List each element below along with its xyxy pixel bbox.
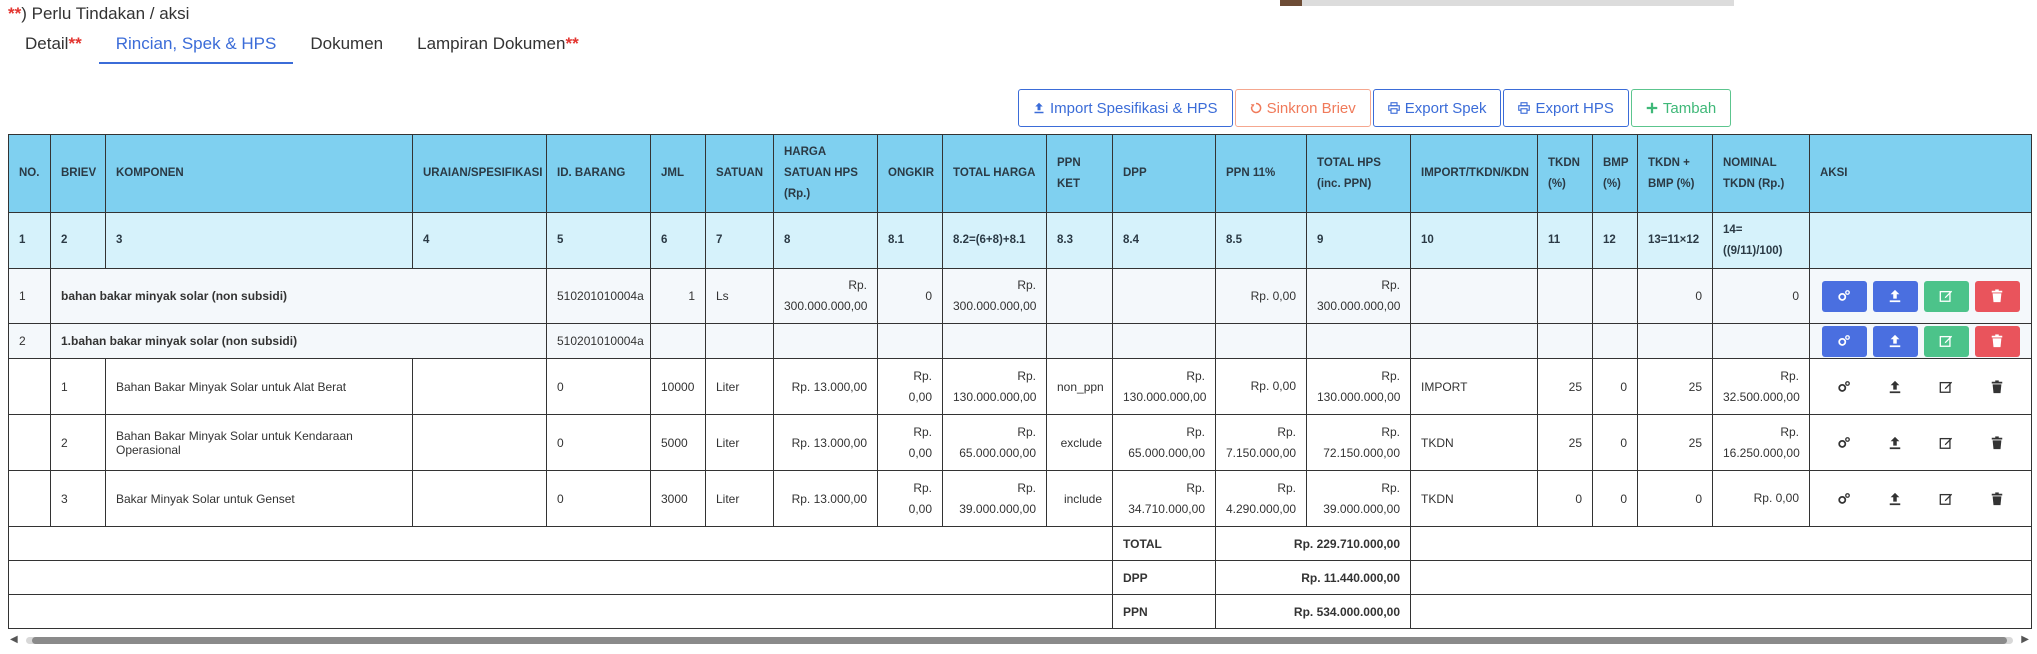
cell-harga: Rp. 13.000,00 xyxy=(774,471,878,527)
col-number xyxy=(1810,213,2032,269)
cell-briev: 2 xyxy=(51,415,106,471)
trash-icon xyxy=(1990,334,2004,348)
col-header[interactable]: TOTAL HPS (inc. PPN) xyxy=(1307,135,1411,213)
upload-icon xyxy=(1888,289,1902,303)
cell-bmp: 0 xyxy=(1593,471,1638,527)
col-number: 8.5 xyxy=(1216,213,1307,269)
import-spec-button[interactable] xyxy=(1018,89,1233,127)
toolbar-swatch xyxy=(1280,0,1302,6)
button-label: Sinkron Briev xyxy=(1266,99,1356,117)
table-row xyxy=(9,415,2032,471)
cogs-icon xyxy=(1837,436,1851,450)
cell-nominal: Rp. 0,00 xyxy=(1713,471,1810,527)
tab-dokumen[interactable] xyxy=(293,28,400,64)
upload-icon xyxy=(1888,492,1902,506)
tab-label: Rincian, Spek & HPS xyxy=(115,34,277,53)
delete-button[interactable] xyxy=(1975,427,2020,458)
add-button[interactable] xyxy=(1631,89,1731,127)
col-number: 6 xyxy=(651,213,706,269)
required-marker: ** xyxy=(8,4,22,23)
upload-button[interactable] xyxy=(1873,427,1918,458)
summary-row-ppn xyxy=(9,595,2032,629)
tab-detail[interactable] xyxy=(8,28,99,64)
cell-uraian xyxy=(413,471,547,527)
cell-nominal: 0 xyxy=(1713,269,1810,324)
cell-tkdn xyxy=(1538,269,1593,324)
cell-import: TKDN xyxy=(1411,471,1538,527)
cell-id-barang: 510201010004a xyxy=(547,269,651,324)
cell-ppn: Rp. 0,00 xyxy=(1216,359,1307,415)
summary-value: Rp. 534.000.000,00 xyxy=(1216,595,1411,629)
cell-total-hps: Rp. 72.150.000,00 xyxy=(1307,415,1411,471)
numbering-row xyxy=(9,213,2032,269)
cell-satuan: Liter xyxy=(706,471,774,527)
tab-rincian-spek-hps[interactable] xyxy=(99,28,294,64)
col-number: 10 xyxy=(1411,213,1538,269)
tab-label: Detail xyxy=(25,34,69,53)
header-row xyxy=(9,135,2032,213)
summary-label: PPN xyxy=(1113,595,1216,629)
print-icon xyxy=(1518,102,1530,114)
col-header[interactable]: IMPORT/TKDN/KDN xyxy=(1411,135,1538,213)
settings-button[interactable] xyxy=(1822,427,1867,458)
col-header[interactable]: KOMPONEN xyxy=(106,135,413,213)
cell-tkdn-bmp: 25 xyxy=(1638,415,1713,471)
col-number: 8 xyxy=(774,213,878,269)
cell-dpp: Rp. 34.710.000,00 xyxy=(1113,471,1216,527)
edit-button[interactable] xyxy=(1924,427,1969,458)
upload-icon xyxy=(1033,102,1045,114)
col-number: 8.2=(6+8)+8.1 xyxy=(943,213,1047,269)
hps-table xyxy=(8,134,2032,629)
col-number: 13=11×12 xyxy=(1638,213,1713,269)
summary-value: Rp. 11.440.000,00 xyxy=(1216,561,1411,595)
cell-ppn: Rp. 0,00 xyxy=(1216,269,1307,324)
cell-ongkir: Rp. 0,00 xyxy=(878,359,943,415)
hps-table-container xyxy=(8,134,2031,629)
delete-button[interactable] xyxy=(1975,371,2020,402)
settings-button[interactable] xyxy=(1822,371,1867,402)
cell-uraian xyxy=(413,415,547,471)
cell-total-hps: Rp. 300.000.000,00 xyxy=(1307,269,1411,324)
col-header[interactable]: NOMINAL TKDN (Rp.) xyxy=(1713,135,1810,213)
col-header[interactable]: NO. xyxy=(9,135,51,213)
edit-icon xyxy=(1939,380,1953,394)
summary-value: Rp. 229.710.000,00 xyxy=(1216,527,1411,561)
sync-briev-button[interactable] xyxy=(1235,89,1371,127)
button-label: Export Spek xyxy=(1404,99,1487,117)
table-row-group xyxy=(9,269,2032,324)
notice-text: ) Perlu Tindakan / aksi xyxy=(21,4,190,23)
col-header[interactable]: HARGA SATUAN HPS (Rp.) xyxy=(774,135,878,213)
cell-total-harga: Rp. 300.000.000,00 xyxy=(943,269,1047,324)
print-icon xyxy=(1388,102,1400,114)
col-header[interactable]: DPP xyxy=(1113,135,1216,213)
cell-jml: 10000 xyxy=(651,359,706,415)
col-header[interactable]: URAIAN/SPESIFIKASI xyxy=(413,135,547,213)
cell-aksi xyxy=(1810,359,2032,415)
col-header[interactable]: SATUAN xyxy=(706,135,774,213)
col-number: 2 xyxy=(51,213,106,269)
cell-total-harga: Rp. 65.000.000,00 xyxy=(943,415,1047,471)
upload-button[interactable] xyxy=(1873,281,1918,312)
upload-icon xyxy=(1888,436,1902,450)
settings-button[interactable] xyxy=(1822,326,1867,357)
cell-id-barang: 0 xyxy=(547,471,651,527)
col-header[interactable]: ID. BARANG xyxy=(547,135,651,213)
cell-ongkir: Rp. 0,00 xyxy=(878,415,943,471)
col-number: 8.1 xyxy=(878,213,943,269)
col-number: 12 xyxy=(1593,213,1638,269)
cell-import xyxy=(1411,269,1538,324)
cell-tkdn-bmp: 0 xyxy=(1638,269,1713,324)
col-number: 7 xyxy=(706,213,774,269)
cell-nominal: Rp. 32.500.000,00 xyxy=(1713,359,1810,415)
col-header[interactable]: TOTAL HARGA xyxy=(943,135,1047,213)
col-header: AKSI xyxy=(1810,135,2032,213)
cell-dpp: Rp. 130.000.000,00 xyxy=(1113,359,1216,415)
tab-bar xyxy=(8,28,2028,64)
tab-lampiran-dokumen[interactable] xyxy=(400,28,596,64)
table-row xyxy=(9,359,2032,415)
edit-button[interactable] xyxy=(1924,281,1969,312)
cell-ppn: Rp. 7.150.000,00 xyxy=(1216,415,1307,471)
cell-id-barang: 0 xyxy=(547,415,651,471)
scroll-left-icon[interactable]: ◀ xyxy=(10,634,18,645)
cell-bmp xyxy=(1593,269,1638,324)
col-number: 14=((9/11)/100) xyxy=(1713,213,1810,269)
upload-icon xyxy=(1888,380,1902,394)
col-number: 4 xyxy=(413,213,547,269)
summary-row-dpp xyxy=(9,561,2032,595)
cogs-icon xyxy=(1837,380,1851,394)
col-header[interactable]: PPN KET xyxy=(1047,135,1113,213)
col-number: 8.3 xyxy=(1047,213,1113,269)
cell-no: 1 xyxy=(9,269,51,324)
edit-button[interactable] xyxy=(1924,326,1969,357)
summary-label: TOTAL xyxy=(1113,527,1216,561)
cell-ongkir: 0 xyxy=(878,269,943,324)
edit-icon xyxy=(1939,334,1953,348)
edit-icon xyxy=(1939,436,1953,450)
col-header[interactable]: TKDN (%) xyxy=(1538,135,1593,213)
tab-label: Lampiran Dokumen xyxy=(417,34,566,53)
cell-total-hps: Rp. 130.000.000,00 xyxy=(1307,359,1411,415)
required-marker: ** xyxy=(565,34,579,53)
cell-bmp: 0 xyxy=(1593,415,1638,471)
edit-button[interactable] xyxy=(1924,483,1969,514)
cell-ppn: Rp. 4.290.000,00 xyxy=(1216,471,1307,527)
cell-ppn-ket: exclude xyxy=(1047,415,1113,471)
top-toolbar-fragment xyxy=(1280,0,1734,6)
delete-button[interactable] xyxy=(1975,483,2020,514)
summary-label: DPP xyxy=(1113,561,1216,595)
table-row xyxy=(9,471,2032,527)
table-row-subgroup xyxy=(9,324,2032,359)
trash-icon xyxy=(1990,492,2004,506)
cogs-icon xyxy=(1837,334,1851,348)
cell-harga: Rp. 13.000,00 xyxy=(774,359,878,415)
col-header[interactable]: BRIEV xyxy=(51,135,106,213)
trash-icon xyxy=(1990,380,2004,394)
col-number: 1 xyxy=(9,213,51,269)
cell-nominal: Rp. 16.250.000,00 xyxy=(1713,415,1810,471)
cell-komponen: bahan bakar minyak solar (non subsidi) xyxy=(51,269,547,324)
button-label: Tambah xyxy=(1662,99,1717,117)
cell-harga: Rp. 300.000.000,00 xyxy=(774,269,878,324)
col-header[interactable]: TKDN + BMP (%) xyxy=(1638,135,1713,213)
cell-ongkir: Rp. 0,00 xyxy=(878,471,943,527)
delete-button[interactable] xyxy=(1975,326,2020,357)
cell-bmp: 0 xyxy=(1593,359,1638,415)
action-toolbar xyxy=(1018,89,1731,127)
cell-ppn-ket: non_ppn xyxy=(1047,359,1113,415)
edit-button[interactable] xyxy=(1924,371,1969,402)
cell-total-harga: Rp. 39.000.000,00 xyxy=(943,471,1047,527)
plus-icon xyxy=(1646,102,1658,114)
cell-satuan: Liter xyxy=(706,415,774,471)
cell-aksi xyxy=(1810,269,2032,324)
cell-komponen: 1.bahan bakar minyak solar (non subsidi) xyxy=(51,324,547,359)
horizontal-scrollbar[interactable] xyxy=(8,634,2031,645)
cell-aksi xyxy=(1810,324,2032,359)
cell-no: 2 xyxy=(9,324,51,359)
col-number: 3 xyxy=(106,213,413,269)
upload-icon xyxy=(1888,334,1902,348)
cell-ppn-ket: include xyxy=(1047,471,1113,527)
cell-import: TKDN xyxy=(1411,415,1538,471)
cell-harga: Rp. 13.000,00 xyxy=(774,415,878,471)
col-header[interactable]: ONGKIR xyxy=(878,135,943,213)
edit-icon xyxy=(1939,492,1953,506)
col-number: 9 xyxy=(1307,213,1411,269)
cell-tkdn-bmp: 0 xyxy=(1638,471,1713,527)
cell-aksi xyxy=(1810,415,2032,471)
cogs-icon xyxy=(1837,492,1851,506)
upload-button[interactable] xyxy=(1873,483,1918,514)
col-number: 5 xyxy=(547,213,651,269)
edit-icon xyxy=(1939,289,1953,303)
cell-dpp: Rp. 65.000.000,00 xyxy=(1113,415,1216,471)
action-notice xyxy=(8,4,189,24)
scroll-right-icon[interactable]: ▶ xyxy=(2021,634,2029,645)
cell-ppn-ket xyxy=(1047,269,1113,324)
cell-jml: 1 xyxy=(651,269,706,324)
cell-komponen: Bakar Minyak Solar untuk Genset xyxy=(106,471,413,527)
col-number: 11 xyxy=(1538,213,1593,269)
col-number: 8.4 xyxy=(1113,213,1216,269)
cell-jml: 3000 xyxy=(651,471,706,527)
cell-briev: 3 xyxy=(51,471,106,527)
recycle-icon xyxy=(1250,102,1262,114)
cell-id-barang: 0 xyxy=(547,359,651,415)
cell-briev: 1 xyxy=(51,359,106,415)
cell-total-hps: Rp. 39.000.000,00 xyxy=(1307,471,1411,527)
button-label: Export HPS xyxy=(1535,99,1614,117)
settings-button[interactable] xyxy=(1822,281,1867,312)
export-spek-button[interactable] xyxy=(1373,89,1502,127)
upload-button[interactable] xyxy=(1873,326,1918,357)
cell-tkdn: 25 xyxy=(1538,415,1593,471)
delete-button[interactable] xyxy=(1975,281,2020,312)
col-header[interactable]: BMP (%) xyxy=(1593,135,1638,213)
cell-jml: 5000 xyxy=(651,415,706,471)
tab-label: Dokumen xyxy=(310,34,384,53)
button-label: Import Spesifikasi & HPS xyxy=(1050,99,1218,117)
summary-row-total xyxy=(9,527,2032,561)
cell-id-barang: 510201010004a xyxy=(547,324,651,359)
cell-tkdn-bmp: 25 xyxy=(1638,359,1713,415)
cell-total-harga: Rp. 130.000.000,00 xyxy=(943,359,1047,415)
required-marker: ** xyxy=(68,34,82,53)
cell-aksi xyxy=(1810,471,2032,527)
cell-uraian xyxy=(413,359,547,415)
export-hps-button[interactable] xyxy=(1503,89,1628,127)
settings-button[interactable] xyxy=(1822,483,1867,514)
col-header[interactable]: PPN 11% xyxy=(1216,135,1307,213)
upload-button[interactable] xyxy=(1873,371,1918,402)
cell-komponen: Bahan Bakar Minyak Solar untuk Alat Berat xyxy=(106,359,413,415)
trash-icon xyxy=(1990,289,2004,303)
cell-tkdn: 0 xyxy=(1538,471,1593,527)
cell-satuan: Ls xyxy=(706,269,774,324)
cell-komponen: Bahan Bakar Minyak Solar untuk Kendaraan Operasional xyxy=(106,415,413,471)
cell-satuan: Liter xyxy=(706,359,774,415)
cell-import: IMPORT xyxy=(1411,359,1538,415)
cogs-icon xyxy=(1837,289,1851,303)
trash-icon xyxy=(1990,436,2004,450)
cell-tkdn: 25 xyxy=(1538,359,1593,415)
scroll-thumb[interactable] xyxy=(32,637,2007,644)
cell-dpp xyxy=(1113,269,1216,324)
col-header[interactable]: JML xyxy=(651,135,706,213)
